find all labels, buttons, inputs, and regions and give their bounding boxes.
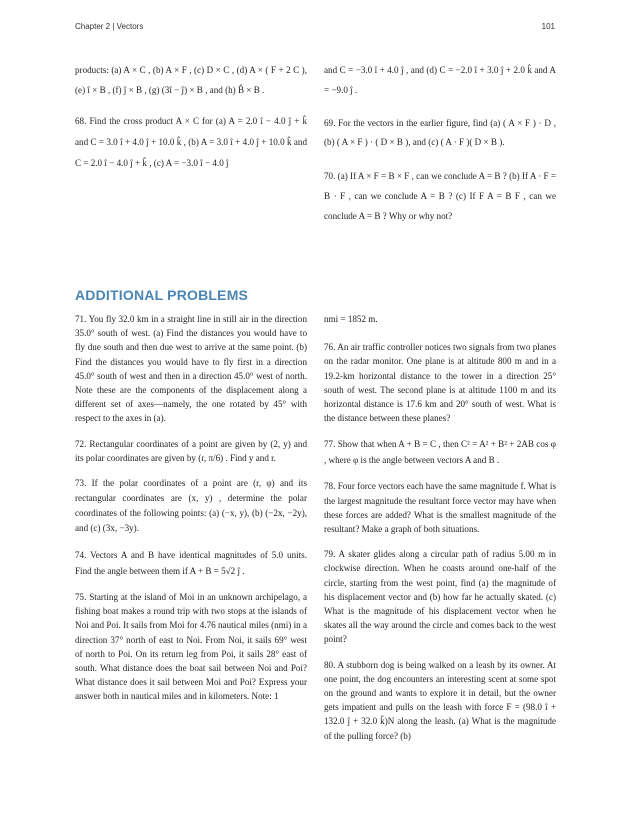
- running-header-chapter: Chapter 2 | Vectors: [75, 22, 144, 31]
- page-number: 101: [541, 22, 555, 31]
- bottom-right-column: [324, 312, 556, 754]
- problem-75-continuation: nmi = 1852 m.: [324, 314, 378, 324]
- top-right-column: [324, 60, 556, 237]
- problem-80: 80. A stubborn dog is being walked on a leash by its owner. At one point, the dog encounters an interesting scent at some spot on the ground and wants to explore it in detail, but the owner gets impatient and pulls on the leash with force F = (98.0 î + 132.0 ĵ + 32.0 k̂)N along the leash. (a) What is the magnitude of the pulling force? (b): [324, 659, 556, 741]
- problem-69: 69. For the vectors in the earlier figure, find (a) ( A × F ) · D , (b) ( A × F ) · ( D × B ), and (c) ( A · F )( D × B ).: [324, 118, 556, 147]
- section-title-additional-problems: ADDITIONAL PROBLEMS: [75, 287, 249, 303]
- bottom-left-column: [75, 312, 307, 715]
- problem-76: 76. An air traffic controller notices two signals from two planes on the radar monitor. One plane is at altitude 800 m and in a 19.2-km horizontal distance to the tower in a direction 25° south of west. The second plane is at altitude 1100 m and its horizontal distance is 17.6 km and 20° south of west. What is the distance between these planes?: [324, 342, 556, 424]
- problem-72: 72. Rectangular coordinates of a point are given by (2, y) and its polar coordinates are given by (r, π/6) . Find y and r.: [75, 438, 307, 463]
- top-left-column: [75, 60, 307, 185]
- problem-73: 73. If the polar coordinates of a point are (r, φ) and its rectangular coordinates are (x, y) , determine the polar coordinates of the following points: (a) (−x, y), (b) (−2x, −2y), and (c) (3x, −3y).: [75, 478, 307, 534]
- problem-70: 70. (a) If A × F = B × F , can we conclude A = B ? (b) If A · F = B · F , can we conclude A = B ? (c) If F A = B F , can we conclude A = B ? Why or why not?: [324, 171, 556, 221]
- problem-78: 78. Four force vectors each have the same magnitude f. What is the largest magnitude the resultant force vector may have when these forces are added? What is the smallest magnitude of the resultant? Make a graph of both situations.: [324, 481, 556, 535]
- problem-68: 68. Find the cross product A × C for (a) A = 2.0 î − 4.0 ĵ + k̂ and C = 3.0 î + 4.0 ĵ + 10.0 k̂ , (b) A = 3.0 î + 4.0 ĵ + 10.0 k̂ and C = 2.0 î − 4.0 ĵ + k̂ , (c) A = −3.0 î − 4.0 ĵ: [75, 116, 307, 168]
- problem-75: 75. Starting at the island of Moi in an unknown archipelago, a fishing boat makes a round trip with two stops at the islands of Noi and Poi. It sails from Moi for 4.76 nautical miles (nmi) in a direction 37° north of east to Noi. From Noi, it sails 69° west of north to Poi. On its return leg from Poi, it sails 28° east of south. What distance does the boat sail between Noi and Poi? What distance does it sail between Moi and Poi? Express your answer both in nautical miles and in kilometers. Note: 1: [75, 592, 307, 702]
- problem-74: 74. Vectors A and B have identical magnitudes of 5.0 units. Find the angle between them if A + B = 5√2 ĵ .: [75, 550, 307, 577]
- problem-68-continuation: and C = −3.0 î + 4.0 ĵ , and (d) C = −2.0 î + 3.0 ĵ + 2.0 k̂ and A = −9.0 ĵ .: [324, 65, 556, 95]
- problem-67-continuation: products: (a) A × C , (b) A × F , (c) D × C , (d) A × ( F + 2 C ), (e) î × B , (f) ĵ × B , (g) (3î − ĵ) × B , and (h) B̂ × B .: [75, 65, 307, 95]
- problem-71: 71. You fly 32.0 km in a straight line in still air in the direction 35.0° south of west. (a) Find the distances you would have to fly due south and then due west to arrive at the same point. (b) Find the distances you would have to fly first in a direction 45.0° south of west and then in a direction 45.0° west of north. Note these are the components of the displacement along a different set of axes—namely, the one rotated by 45° with respect to the axes in (a).: [75, 314, 307, 424]
- problem-79: 79. A skater glides along a circular path of radius 5.00 m in clockwise direction. When he coasts around one-half of the circle, starting from the west point, find (a) the magnitude of his displacement vector and (b) how far he actually skated. (c) What is the magnitude of his displacement vector when he skates all the way around the circle and comes back to the west point?: [324, 549, 556, 645]
- problem-77: 77. Show that when A + B = C , then C² = A² + B² + 2AB cos φ , where φ is the angle between vectors A and B .: [324, 439, 556, 466]
